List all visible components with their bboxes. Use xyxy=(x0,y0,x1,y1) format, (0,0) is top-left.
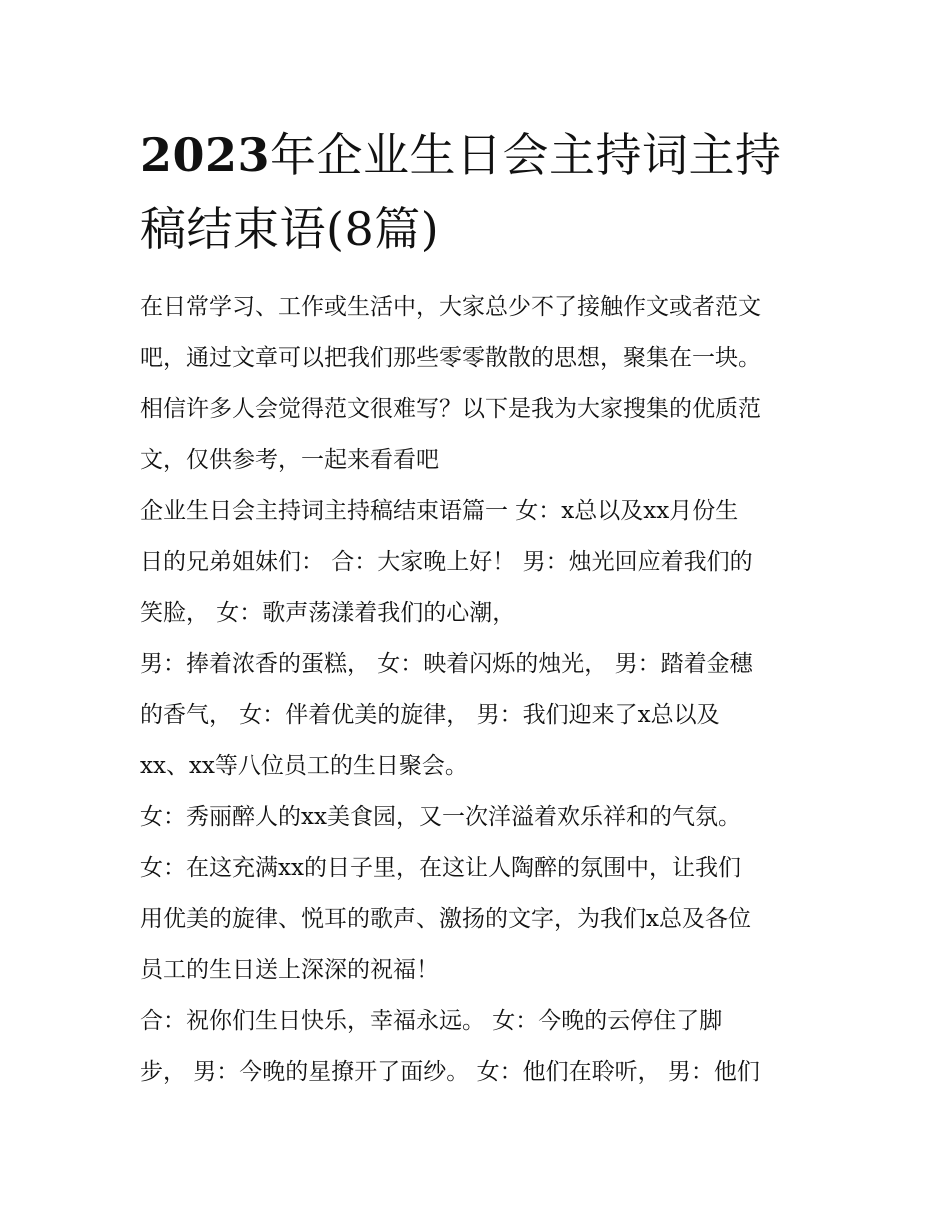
title-text: 稿结束语(8篇) xyxy=(140,202,440,256)
text-line: 在日常学习、工作或生活中，大家总少不了接触作文或者范文 xyxy=(140,294,761,320)
text-line: 合：祝你们生日快乐，幸福永远。 女：今晚的云停住了脚 xyxy=(140,1008,723,1034)
title-line xyxy=(140,118,812,192)
document-title xyxy=(140,118,812,266)
paragraph xyxy=(140,843,812,996)
text-line: 文，仅供参考，一起来看看吧 xyxy=(140,447,439,473)
text-line: 企业生日会主持词主持稿结束语篇一 女：x总以及xx月份生 xyxy=(140,498,739,524)
title-year: 2023 xyxy=(140,128,271,182)
text-line: 用优美的旋律、悦耳的歌声、激扬的文字，为我们x总及各位 xyxy=(140,906,751,932)
text-line: 女：在这充满xx的日子里，在这让人陶醉的氛围中，让我们 xyxy=(140,855,741,881)
text-line: 员工的生日送上深深的祝福！ xyxy=(140,957,439,983)
text-line: xx、xx等八位员工的生日聚会。 xyxy=(140,753,468,779)
text-line: 日的兄弟姐妹们： 合：大家晚上好！ 男：烛光回应着我们的 xyxy=(140,549,753,575)
paragraph-intro xyxy=(140,282,812,486)
text-line: 步， 男：今晚的星撩开了面纱。 女：他们在聆听， 男：他们 xyxy=(140,1059,760,1085)
title-line xyxy=(140,192,812,266)
paragraph xyxy=(140,996,812,1098)
text-line: 相信许多人会觉得范文很难写？以下是我为大家搜集的优质范 xyxy=(140,396,761,422)
document-page xyxy=(140,118,812,1098)
text-line: 吧，通过文章可以把我们那些零零散散的思想，聚集在一块。 xyxy=(140,345,761,371)
paragraph xyxy=(140,792,812,843)
title-text: 年企业生日会主持词主持 xyxy=(270,128,782,182)
paragraph xyxy=(140,639,812,792)
document-body xyxy=(140,282,812,1098)
text-line: 男：捧着浓香的蛋糕， 女：映着闪烁的烛光， 男：踏着金穗 xyxy=(140,651,753,677)
paragraph xyxy=(140,486,812,639)
text-line: 笑脸， 女：歌声荡漾着我们的心潮， xyxy=(140,600,516,626)
text-line: 女：秀丽醉人的xx美食园，又一次洋溢着欢乐祥和的气氛。 xyxy=(140,804,741,830)
text-line: 的香气， 女：伴着优美的旋律， 男：我们迎来了x总以及 xyxy=(140,702,720,728)
